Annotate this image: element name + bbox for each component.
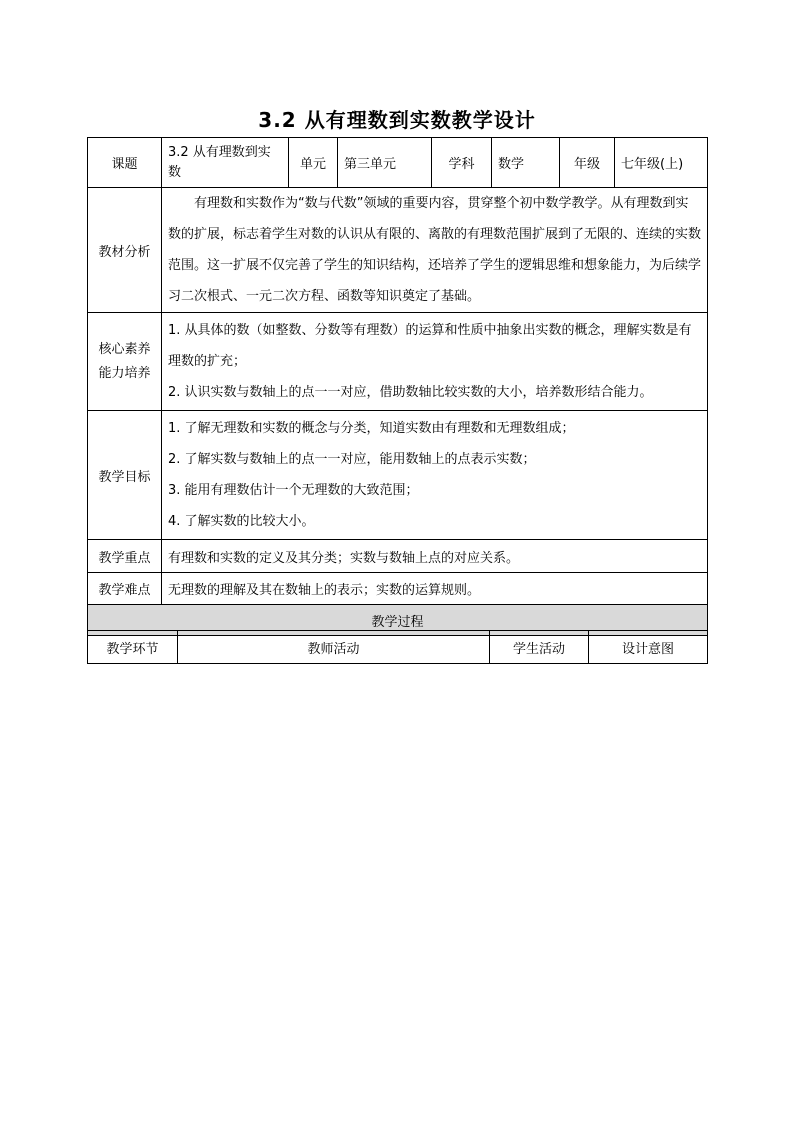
key-point-row	[88, 540, 708, 573]
subject-value: 数学	[492, 138, 560, 188]
lesson-plan-table	[87, 137, 708, 636]
goal-item: 4. 了解实数的比较大小。	[168, 514, 315, 529]
core-label: 核心素养能力培养	[88, 313, 162, 411]
page-title: 3.2 从有理数到实数教学设计	[258, 108, 536, 132]
analysis-row	[88, 188, 708, 313]
process-col-header: 教师活动	[178, 631, 490, 664]
difficulty-row	[88, 573, 708, 605]
goal-item: 3. 能用有理数估计一个无理数的大致范围；	[168, 483, 419, 498]
core-item: 2. 认识实数与数轴上的点一一对应，借助数轴比较实数的大小，培养数形结合能力。	[168, 385, 653, 400]
goal-item: 2. 了解实数与数轴上的点一一对应，能用数轴上的点表示实数；	[168, 452, 536, 467]
analysis-label: 教材分析	[88, 188, 162, 313]
unit-value: 第三单元	[338, 138, 432, 188]
goals-row	[88, 411, 708, 540]
difficulty-text: 无理数的理解及其在数轴上的表示；实数的运算规则。	[162, 573, 708, 605]
goals-label: 教学目标	[88, 411, 162, 540]
analysis-text: 有理数和实数作为“数与代数”领域的重要内容，贯穿整个初中数学教学。从有理数到实数的扩展，标志着学生对数的认识从有限的、离散的有理数范围扩展到了无限的、连续的实数范围。这一扩展不仅完善了学生的知识结构，还培养了学生的逻辑思维和想象能力，为后续学习二次根式、一元二次方程、函数等知识奠定了基础。	[162, 188, 708, 313]
grade-value: 七年级(上)	[615, 138, 708, 188]
key-point-text: 有理数和实数的定义及其分类；实数与数轴上点的对应关系。	[162, 540, 708, 573]
core-items	[162, 313, 708, 411]
process-col-header: 学生活动	[490, 631, 589, 664]
process-col-header: 设计意图	[589, 631, 708, 664]
core-item: 1. 从具体的数（如整数、分数等有理数）的运算和性质中抽象出实数的概念，理解实数是有理数的扩充；	[168, 323, 692, 369]
process-table	[87, 630, 708, 664]
key-point-label: 教学重点	[88, 540, 162, 573]
goals-items	[162, 411, 708, 540]
difficulty-label: 教学难点	[88, 573, 162, 605]
goal-item: 1. 了解无理数和实数的概念与分类，知道实数由有理数和无理数组成；	[168, 421, 575, 436]
process-heading: 教学过程	[88, 605, 708, 636]
topic-value: 3.2 从有理数到实数	[162, 138, 289, 188]
info-row	[88, 138, 708, 188]
process-col-header: 教学环节	[88, 631, 178, 664]
grade-label: 年级	[560, 138, 615, 188]
core-row	[88, 313, 708, 411]
process-header-row	[88, 631, 708, 664]
unit-label: 单元	[289, 138, 338, 188]
subject-label: 学科	[432, 138, 492, 188]
topic-label: 课题	[88, 138, 162, 188]
